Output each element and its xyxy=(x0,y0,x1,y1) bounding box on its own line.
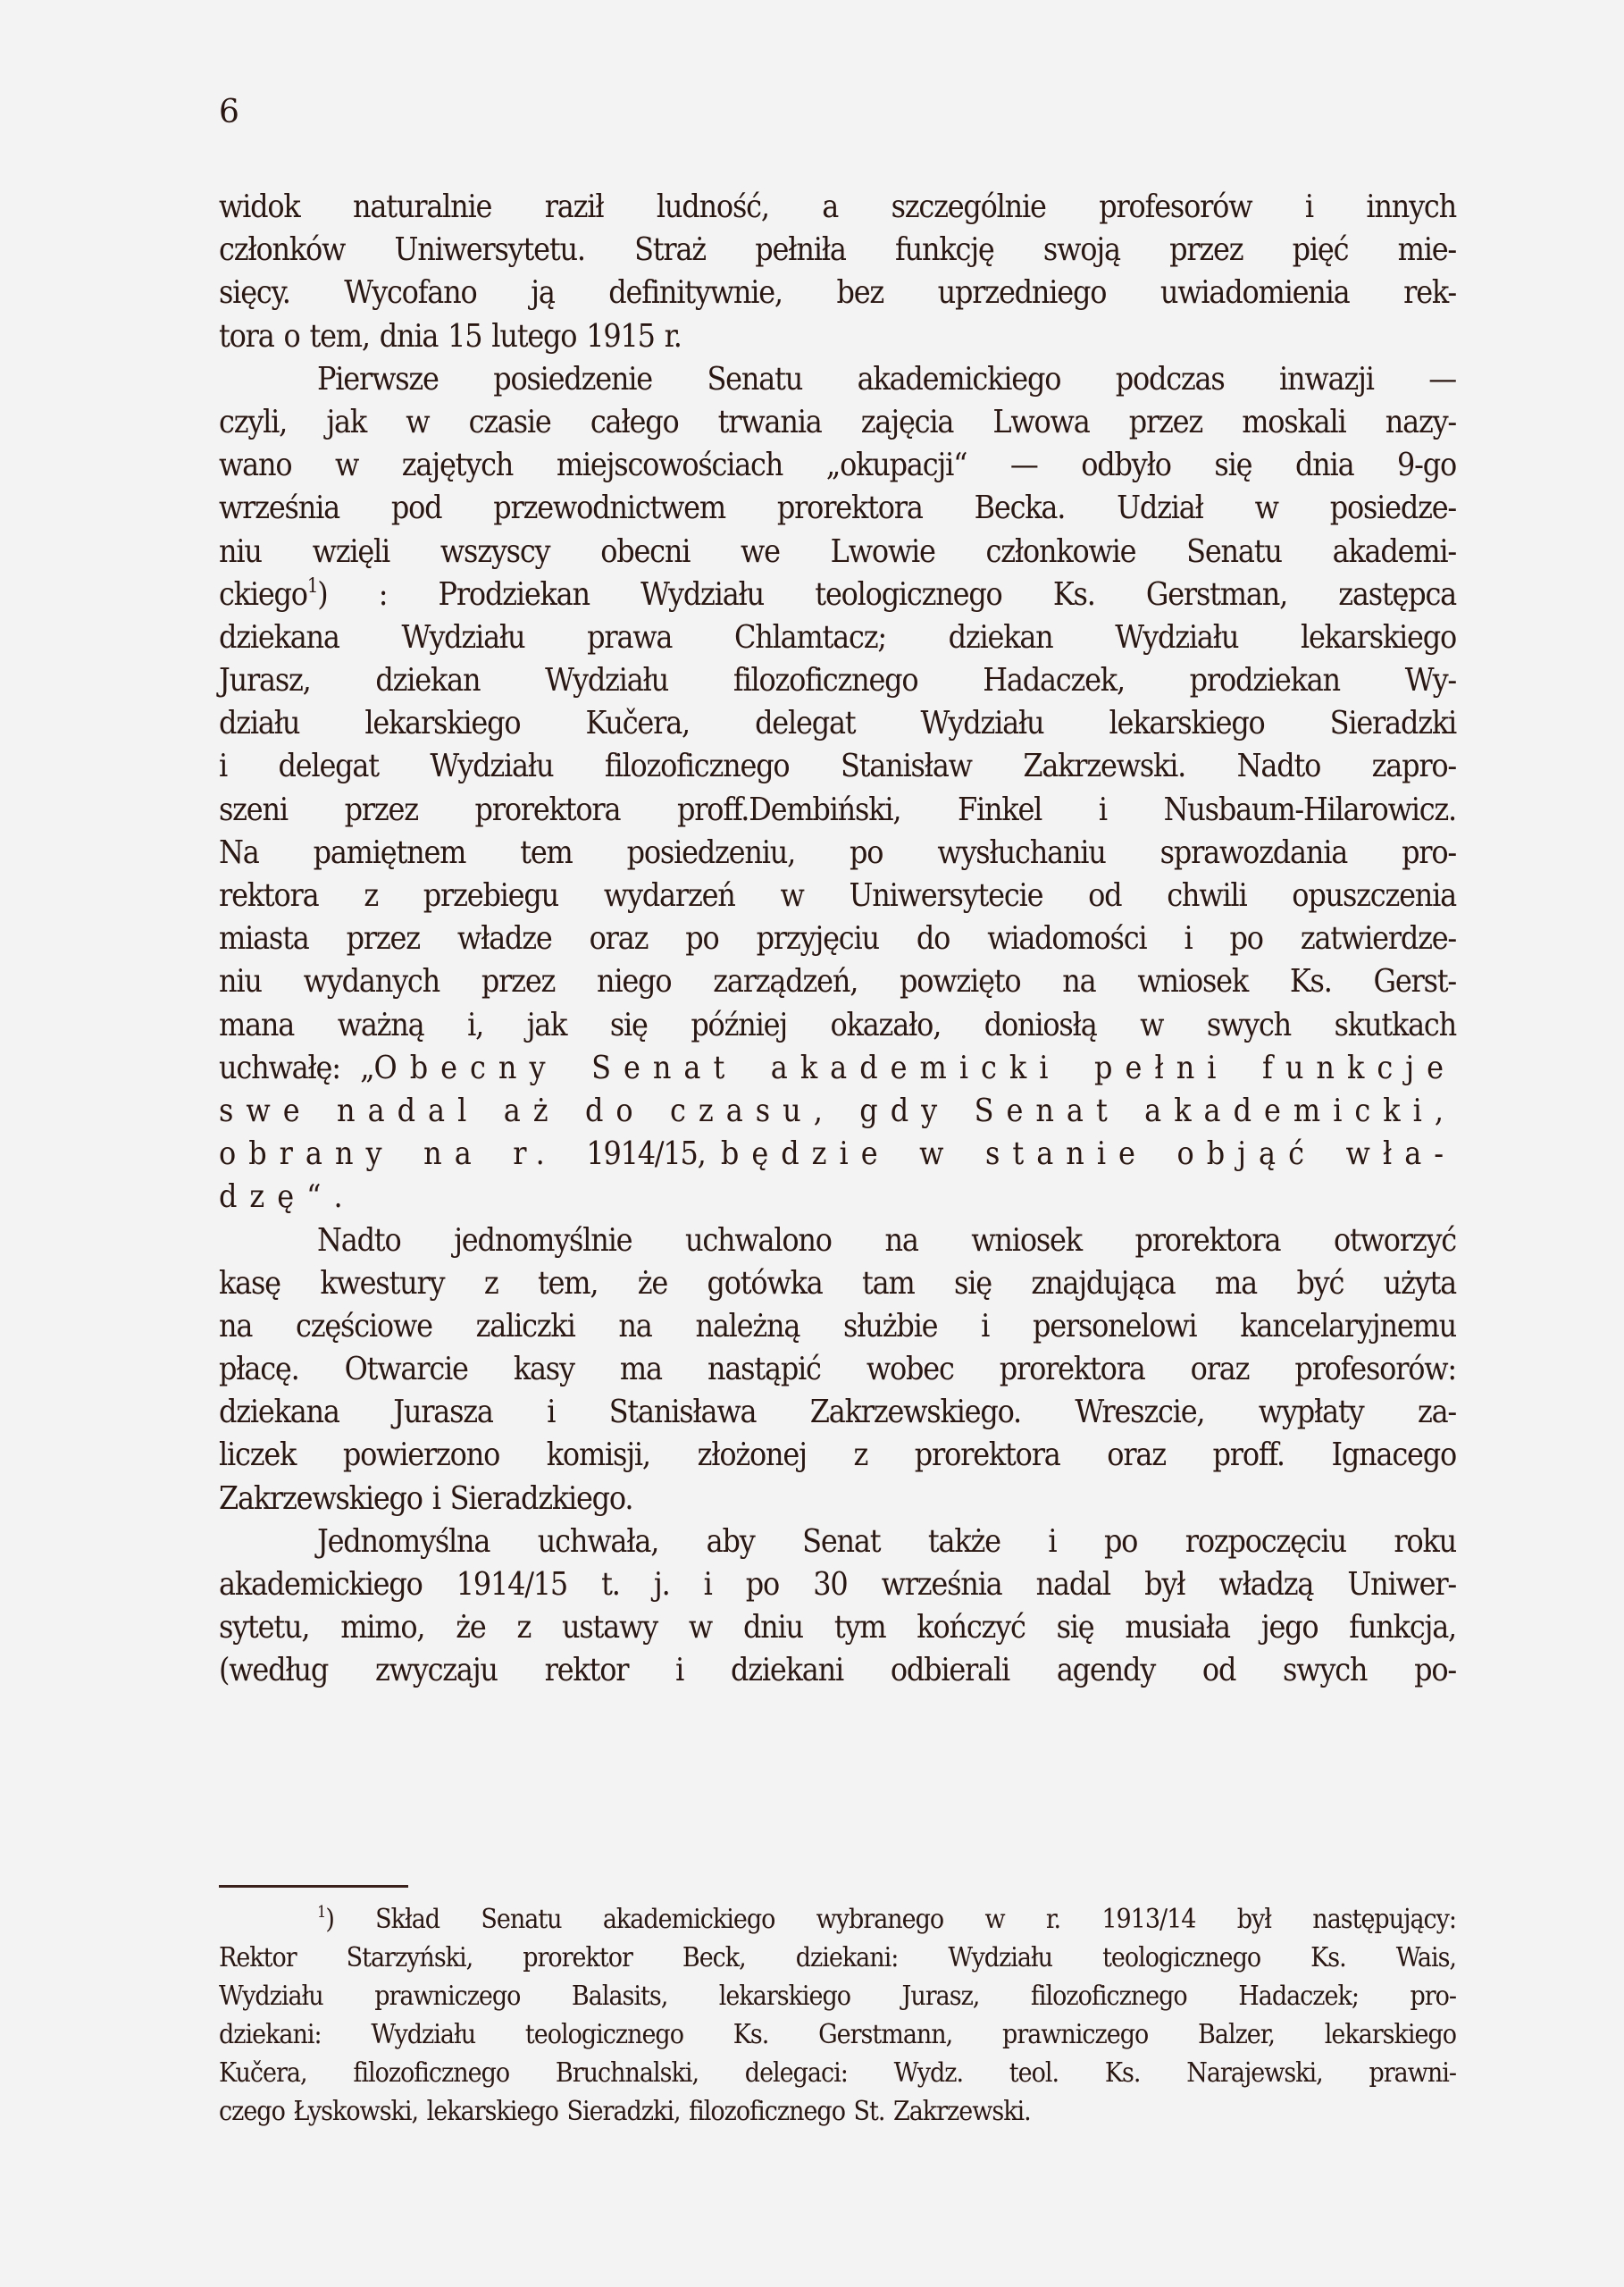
footnote-line: czego Łyskowski, lekarskiego Sieradzki, filozoficznego St. Zakrzewski. xyxy=(219,2096,1031,2127)
text-line: Jurasz, dziekan Wydziału filozoficznego Hadaczek, prodziekan Wy- xyxy=(219,662,1456,700)
text-line: płacę. Otwarcie kasy ma nastąpić wobec prorektora oraz profesorów: xyxy=(219,1351,1456,1388)
spaced-quote: obrany na r. xyxy=(219,1135,587,1173)
text-line: niu wydanych przez niego zarządzeń, powzięto na wniosek Ks. Gerst- xyxy=(219,963,1456,1001)
text-line: mana ważną i, jak się później okazało, doniosłą w swych skutkach xyxy=(219,1006,1456,1043)
footnote-line: Rektor Starzyński, prorektor Beck, dziekani: Wydziału teologicznego Ks. Wais, xyxy=(219,1942,1456,1973)
text-line: dziekana Wydziału prawa Chlamtacz; dziekan Wydziału lekarskiego xyxy=(219,618,1456,656)
text-line: Zakrzewskiego i Sieradzkiego. xyxy=(219,1479,633,1517)
text-line: miasta przez władze oraz po przyjęciu do wiadomości i po zatwierdze- xyxy=(219,920,1456,958)
text-fragment: ) : Prodziekan Wydziału teologicznego Ks. Gerstman, zastępca xyxy=(317,575,1456,613)
text-line: szeni przez prorektora proff.Dembiński, Finkel i Nusbaum-Hilarowicz. xyxy=(219,791,1456,828)
text-line: rektora z przebiegu wydarzeń w Uniwersytecie od chwili opuszczenia xyxy=(219,877,1456,914)
text-line: września pod przewodnictwem prorektora Becka. Udział w posiedze- xyxy=(219,490,1456,527)
main-text xyxy=(219,186,1456,1693)
text-line: Na pamiętnem tem posiedzeniu, po wysłuchaniu sprawozdania pro- xyxy=(219,834,1456,871)
text-line-with-footnote xyxy=(219,574,1456,616)
text-fragment: ) Skład Senatu akademickiego wybranego w r. 1913/14 był następujący: xyxy=(325,1904,1456,1935)
paragraph-start-line: Nadto jednomyślnie uchwalono na wniosek prorektora otworzyć xyxy=(317,1221,1456,1259)
text-line: sytetu, mimo, że z ustawy w dniu tym kończyć się musiała jego funkcja, xyxy=(219,1609,1456,1646)
paragraph-start-line: Jednomyślna uchwała, aby Senat także i po rozpoczęciu roku xyxy=(317,1522,1456,1560)
footnotes xyxy=(219,1900,1456,2131)
text-fragment: 1914/15, xyxy=(586,1135,721,1173)
text-line: tora o tem, dnia 15 lutego 1915 r. xyxy=(219,317,682,355)
resolution-quote-line xyxy=(219,1047,1456,1090)
footnote-line: dziekani: Wydziału teologicznego Ks. Gerstmann, prawniczego Balzer, lekarskiego xyxy=(219,2019,1456,2050)
paragraph-start-line: Pierwsze posiedzenie Senatu akademickiego podczas inwazji — xyxy=(317,360,1456,398)
text-fragment: ckiego xyxy=(219,575,307,613)
spaced-quote: Obecny Senat akademicki pełni funkcje xyxy=(373,1049,1457,1086)
footnote-line: Kučera, filozoficznego Bruchnalski, delegaci: Wydz. teol. Ks. Narajewski, prawni- xyxy=(219,2057,1456,2089)
text-line: wano w zajętych miejscowościach „okupacji“ — odbyło się dnia 9-go xyxy=(219,447,1456,484)
footnote-line: Wydziału prawniczego Balasits, lekarskiego Jurasz, filozoficznego Hadaczek; pro- xyxy=(219,1981,1456,2012)
resolution-quote-line xyxy=(219,1133,1456,1176)
resolution-quote-line: swe nadal aż do czasu, gdy Senat akademicki, xyxy=(219,1092,1456,1129)
page-number: 6 xyxy=(219,94,239,130)
resolution-quote-line: dzę“. xyxy=(219,1178,356,1216)
text-line: członków Uniwersytetu. Straż pełniła funkcję swoją przez pięć mie- xyxy=(219,231,1456,269)
text-line: kasę kwestury z tem, że gotówka tam się znajdująca ma być użyta xyxy=(219,1264,1456,1302)
text-line: niu wzięli wszyscy obecni we Lwowie członkowie Senatu akademi- xyxy=(219,532,1456,570)
text-line: działu lekarskiego Kučera, delegat Wydziału lekarskiego Sieradzki xyxy=(219,705,1456,742)
text-line: widok naturalnie raził ludność, a szczególnie profesorów i innych xyxy=(219,188,1456,225)
text-line: dziekana Jurasza i Stanisława Zakrzewskiego. Wreszcie, wypłaty za- xyxy=(219,1394,1456,1431)
text-fragment: uchwałę: „ xyxy=(219,1049,374,1086)
text-line: sięcy. Wycofano ją definitywnie, bez uprzedniego uwiadomienia rek- xyxy=(219,274,1456,312)
footnote-marker: 1 xyxy=(317,1903,326,1922)
text-line: akademickiego 1914/15 t. j. i po 30 września nadal był władzą Uniwer- xyxy=(219,1566,1456,1603)
text-line: czyli, jak w czasie całego trwania zajęcia Lwowa przez moskali nazy- xyxy=(219,403,1456,440)
spaced-quote: będzie w stanie objąć wła- xyxy=(720,1135,1457,1173)
footnote-reference[interactable]: 1 xyxy=(306,574,318,598)
text-line: i delegat Wydziału filozoficznego Stanisław Zakrzewski. Nadto zapro- xyxy=(219,748,1456,785)
footnote-line xyxy=(219,1900,1456,1939)
text-line: (według zwyczaju rektor i dziekani odbierali agendy od swych po- xyxy=(219,1652,1456,1689)
text-line: na częściowe zaliczki na należną służbie i personelowi kancelaryjnemu xyxy=(219,1307,1456,1345)
footnote-separator xyxy=(219,1885,408,1888)
text-line: liczek powierzono komisji, złożonej z prorektora oraz proff. Ignacego xyxy=(219,1437,1456,1474)
